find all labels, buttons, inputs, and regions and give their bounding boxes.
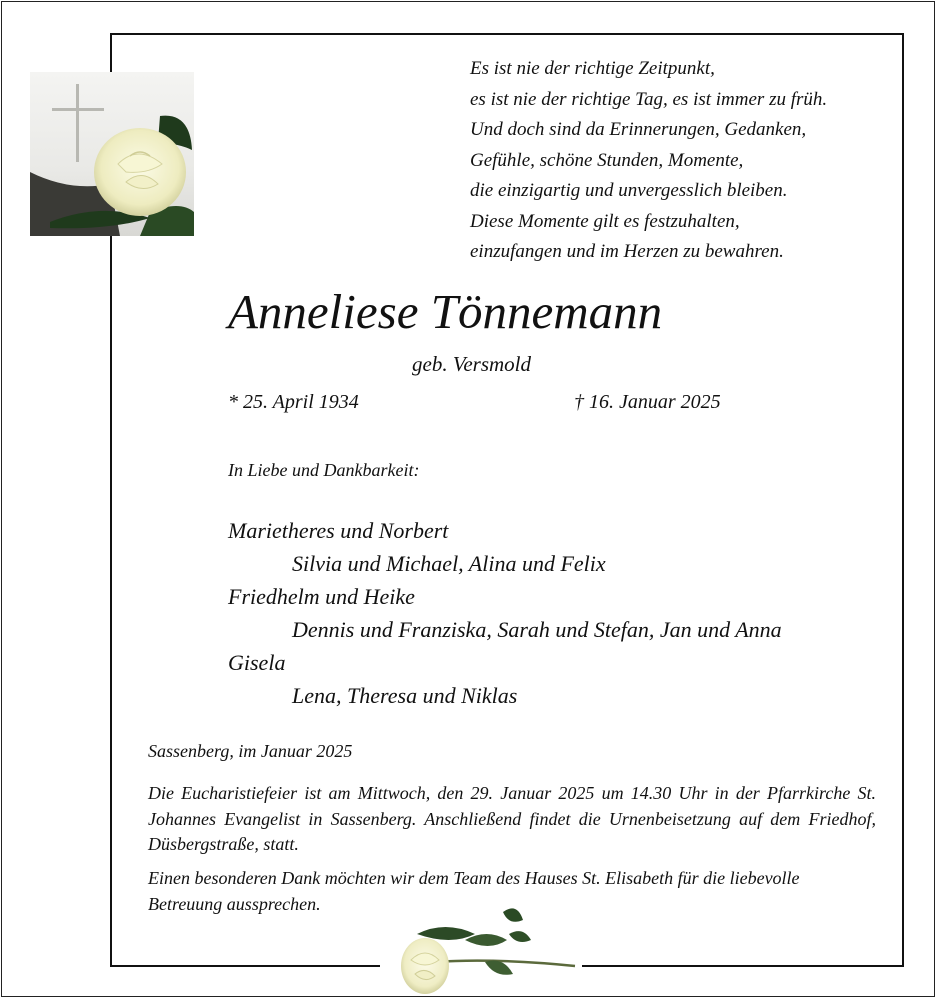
rose-icon xyxy=(395,900,585,998)
poem xyxy=(470,54,827,268)
mourner-children: Lena, Theresa und Niklas xyxy=(292,683,518,708)
mourner-parents: Friedhelm und Heike xyxy=(228,584,415,609)
place-and-date: Sassenberg, im Januar 2025 xyxy=(148,741,353,761)
mourner-children: Dennis und Franziska, Sarah und Stefan, Jan und Anna xyxy=(292,617,782,642)
thanks-note: Einen besonderen Dank möchten wir dem Team des Hauses St. Elisabeth für die liebevolle Betreuung aussprechen. xyxy=(148,868,800,914)
poem-line: Diese Momente gilt es festzuhalten, xyxy=(470,210,740,232)
service-info: Die Eucharistiefeier ist am Mittwoch, den 29. Januar 2025 um 14.30 Uhr in der Pfarrkirche St. Johannes Evangelist in Sassenberg. Anschließend findet die Urnenbeisetzung auf dem Friedhof, Düsbergstraße, statt. xyxy=(148,783,876,854)
frame-bottom-line-left xyxy=(110,965,380,967)
poem-line: Gefühle, schöne Stunden, Momente, xyxy=(470,149,744,171)
cross-and-rose-icon xyxy=(30,72,194,236)
frame-top-line xyxy=(110,33,904,35)
poem-line: es ist nie der richtige Tag, es ist immer zu früh. xyxy=(470,88,828,110)
mourner-children: Silvia und Michael, Alina und Felix xyxy=(292,551,606,576)
mourner-parents: Marietheres und Norbert xyxy=(228,518,449,543)
poem-line: Es ist nie der richtige Zeitpunkt, xyxy=(470,58,715,79)
frame-right-line xyxy=(902,33,904,967)
birth-date: * 25. April 1934 xyxy=(228,391,359,413)
mourners-list xyxy=(228,514,782,712)
poem-line: die einzigartig und unvergesslich bleiben. xyxy=(470,180,788,201)
death-date: † 16. Januar 2025 xyxy=(574,391,721,413)
poem-line: einzufangen und im Herzen zu bewahren. xyxy=(470,241,784,262)
mourners-intro: In Liebe und Dankbarkeit: xyxy=(228,460,420,480)
mourner-parents: Gisela xyxy=(228,650,286,675)
poem-line: Und doch sind da Erinnerungen, Gedanken, xyxy=(470,119,807,140)
maiden-name: geb. Versmold xyxy=(412,352,531,376)
frame-bottom-line-right xyxy=(582,965,904,967)
deceased-name: Anneliese Tönnemann xyxy=(228,284,663,339)
